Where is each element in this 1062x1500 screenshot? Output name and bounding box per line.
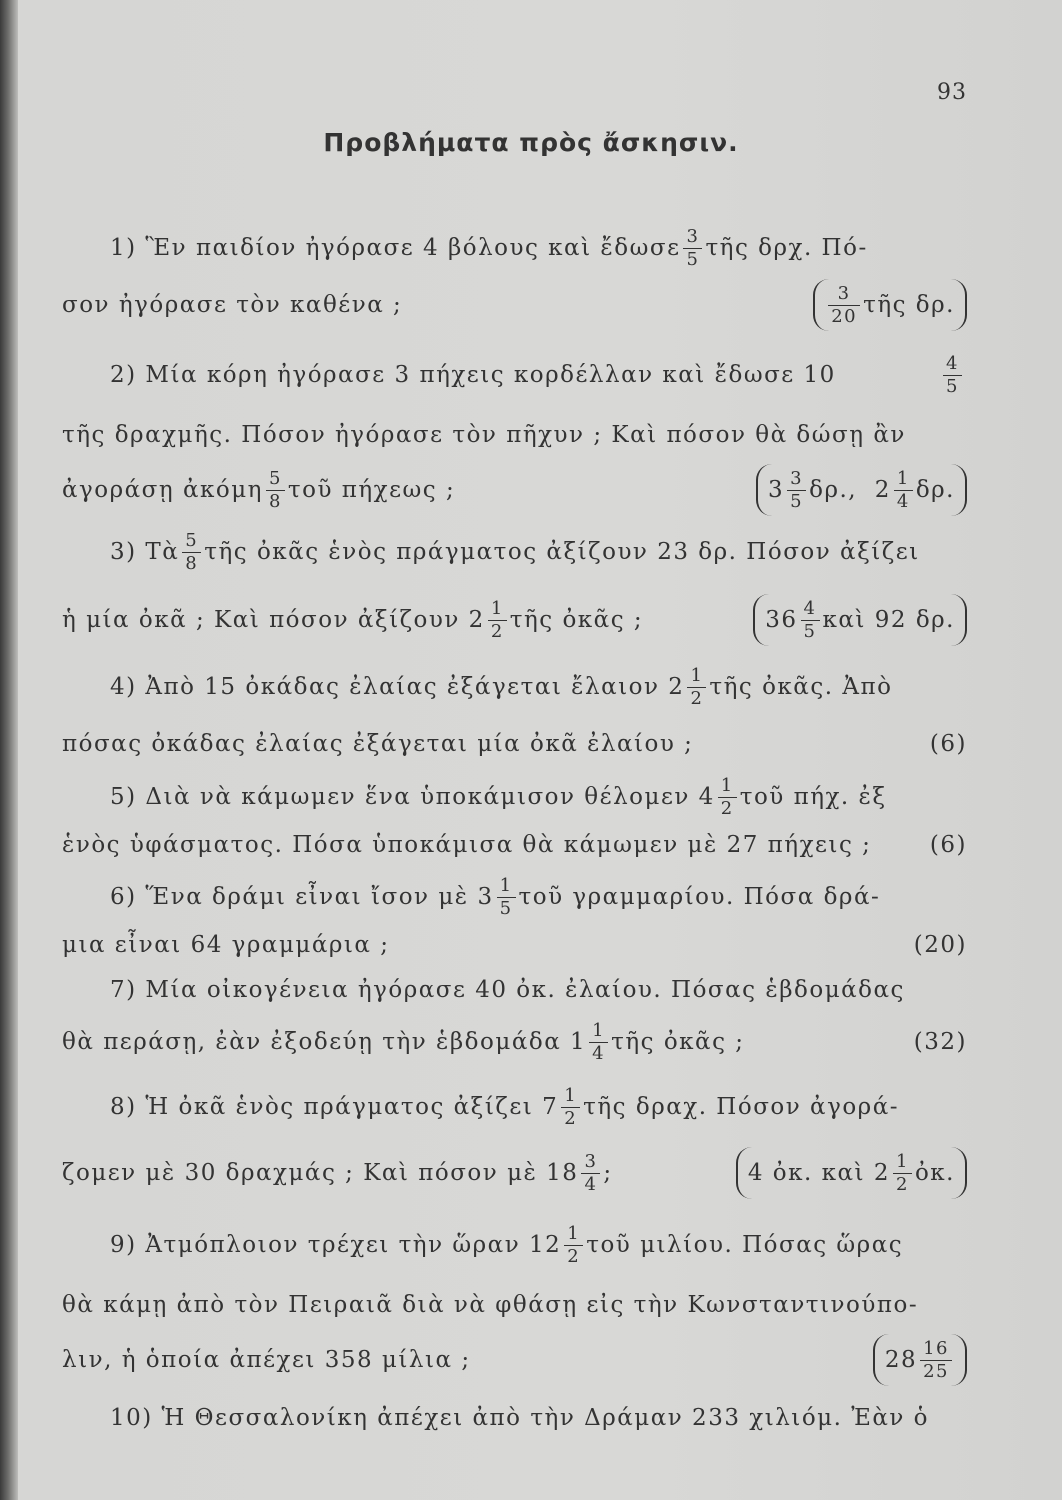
- problem-4-line-1: 4) Ἀπὸ 15 ὀκάδας ἐλαίας ἐξάγεται ἔλαιον 2 $\frac{1}{2}$ τῆς ὀκᾶς. Ἀπὸ: [110, 664, 893, 709]
- fraction: $\frac{5}{8}$: [266, 470, 285, 511]
- fraction: $\frac{3}{4}$: [581, 1153, 600, 1194]
- fraction: $\frac{1}{2}$: [687, 667, 706, 708]
- fraction: $\frac{1}{2}$: [564, 1225, 583, 1266]
- problem-8-line-1: 8) Ἡ ὀκᾶ ἑνὸς πράγματος ἀξίζει 7 $\frac{1}{2}$ τῆς δραχ. Πόσον ἀγορά-: [110, 1084, 900, 1129]
- answer: (6): [929, 731, 967, 757]
- fraction: $\frac{3}{5}$: [683, 228, 702, 269]
- fraction: $\frac{1}{2}$: [561, 1087, 580, 1128]
- fraction: $\frac{1}{5}$: [497, 877, 516, 918]
- fraction: $\frac{1}{2}$: [893, 1153, 912, 1194]
- fraction: $\frac{1}{2}$: [488, 600, 507, 641]
- fraction: $\frac{4}{5}$: [801, 600, 820, 641]
- problem-2-line-2: τῆς δραχμῆς. Πόσον ἠγόρασε τὸν πῆχυν ; Καὶ πόσον θὰ δώσῃ ἂν: [62, 422, 906, 448]
- fraction: $\frac{3}{20}$: [828, 285, 860, 326]
- problem-5-line-2: ἑνὸς ὑφάσματος. Πόσα ὑποκάμισα θὰ κάμωμεν μὲ 27 πήχεις ; (6): [62, 832, 967, 858]
- fraction: $\frac{16}{25}$: [920, 1340, 952, 1381]
- fraction: $\frac{1}{4}$: [589, 1022, 608, 1063]
- problem-7-line-1: 7) Μία οἰκογένεια ἠγόρασε 40 ὀκ. ἐλαίου. Πόσας ἑβδομάδας: [110, 977, 905, 1003]
- answer: 3 $\frac{3}{5}$ δρ., 2 $\frac{1}{4}$ δρ.: [756, 464, 967, 516]
- fraction: $\frac{1}{4}$: [894, 470, 913, 511]
- answer: (32): [913, 1029, 967, 1055]
- fraction: $\frac{3}{5}$: [787, 470, 806, 511]
- problem-3-line-2: ἡ μία ὀκᾶ ; Καὶ πόσον ἀξίζουν 2 $\frac{1}{2}$ τῆς ὀκᾶς ; 36 $\frac{4}{5}$ καὶ 92 δρ.: [62, 590, 967, 650]
- fraction: $\frac{5}{8}$: [182, 532, 201, 573]
- problem-2-line-1: 2) Μία κόρη ἠγόρασε 3 πήχεις κορδέλλαν καὶ ἔδωσε 10 $\frac{4}{5}$: [110, 345, 965, 405]
- answer: 4 ὀκ. καὶ 2 $\frac{1}{2}$ ὀκ.: [736, 1147, 967, 1199]
- section-title: Προβλήματα πρὸς ἄσκησιν.: [323, 128, 739, 157]
- problem-3-line-1: 3) Τὰ $\frac{5}{8}$ τῆς ὀκᾶς ἑνὸς πράγματος ἀξίζουν 23 δρ. Πόσον ἀξίζει: [110, 529, 920, 574]
- answer: 28 $\frac{16}{25}$: [873, 1334, 967, 1386]
- problem-6-line-2: μια εἶναι 64 γραμμάρια ; (20): [62, 932, 967, 958]
- problem-1-line-1: 1) Ἓν παιδίον ἠγόρασε 4 βόλους καὶ ἔδωσε $\frac{3}{5}$ τῆς δρχ. Πό-: [110, 225, 868, 270]
- problem-4-line-2: πόσας ὀκάδας ἐλαίας ἐξάγεται μία ὀκᾶ ἐλαίου ; (6): [62, 731, 967, 757]
- problem-9-line-1: 9) Ἀτμόπλοιον τρέχει τὴν ὥραν 12 $\frac{1}{2}$ τοῦ μιλίου. Πόσας ὥρας: [110, 1222, 904, 1267]
- problem-6-line-1: 6) Ἕνα δράμι εἶναι ἴσον μὲ 3 $\frac{1}{5}$ τοῦ γραμμαρίου. Πόσα δρά-: [110, 874, 881, 919]
- answer: (20): [913, 932, 967, 958]
- problem-8-line-2: ζομεν μὲ 30 δραχμάς ; Καὶ πόσον μὲ 18 $\frac{3}{4}$ ; 4 ὀκ. καὶ 2 $\frac{1}{2}$ ὀκ.: [62, 1143, 967, 1203]
- problem-10-line-1: 10) Ἡ Θεσσαλονίκη ἀπέχει ἀπὸ τὴν Δράμαν 233 χιλιόμ. Ἐὰν ὁ: [110, 1405, 930, 1431]
- problem-5-line-1: 5) Διὰ νὰ κάμωμεν ἕνα ὑποκάμισον θέλομεν 4 $\frac{1}{2}$ τοῦ πήχ. ἐξ: [110, 774, 887, 819]
- problem-9-line-3: λιν, ἡ ὁποία ἀπέχει 358 μίλια ; 28 $\frac{16}{25}$: [62, 1330, 967, 1390]
- problem-2-line-3: ἀγοράσῃ ἀκόμη $\frac{5}{8}$ τοῦ πήχεως ; 3 $\frac{3}{5}$ δρ., 2 $\frac{1}{4}$ δρ.: [62, 460, 967, 520]
- problem-9-line-2: θὰ κάμῃ ἀπὸ τὸν Πειραιᾶ διὰ νὰ φθάσῃ εἰς τὴν Κωνσταντινούπο-: [62, 1292, 919, 1318]
- problem-1-line-2: σον ἠγόρασε τὸν καθένα ; $\frac{3}{20}$ τῆς δρ.: [62, 275, 967, 335]
- fraction: $\frac{4}{5}$: [943, 355, 962, 396]
- answer: 36 $\frac{4}{5}$ καὶ 92 δρ.: [753, 594, 967, 646]
- page-gutter-shadow: [0, 0, 18, 1500]
- page-number: 93: [937, 80, 967, 105]
- fraction: $\frac{1}{2}$: [718, 777, 737, 818]
- answer: (6): [929, 832, 967, 858]
- answer: $\frac{3}{20}$ τῆς δρ.: [813, 279, 967, 331]
- problem-7-line-2: θὰ περάσῃ, ἐὰν ἐξοδεύῃ τὴν ἑβδομάδα 1 $\frac{1}{4}$ τῆς ὀκᾶς ; (32): [62, 1019, 967, 1064]
